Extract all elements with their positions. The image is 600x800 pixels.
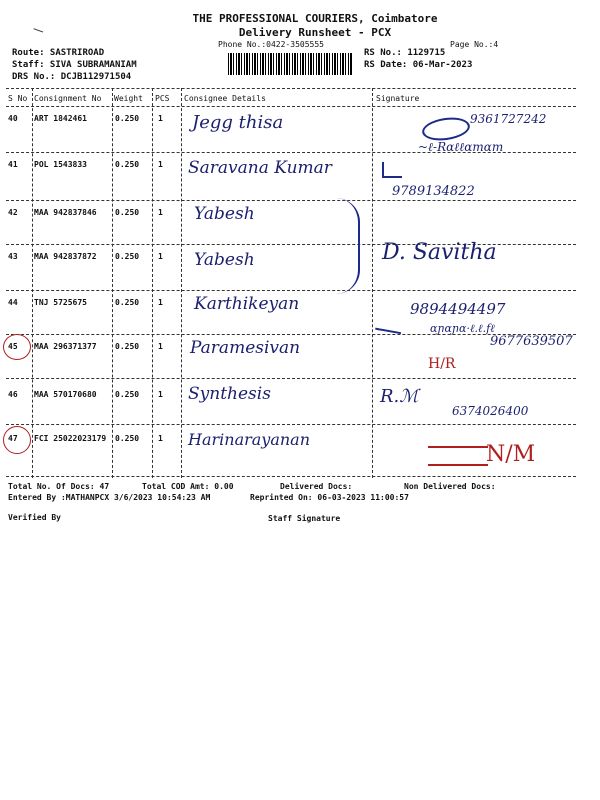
column-divider [181,88,182,478]
row-consignment: MAA 942837872 [34,252,97,261]
consignee-handwriting: Synthesis [188,384,271,404]
row-weight: 0.250 [115,114,140,123]
consignee-handwriting: Yabesh [194,250,255,270]
annotation-nm: N/M [486,442,536,467]
signature-handwriting: 9677639507 [490,334,573,349]
row-weight: 0.250 [115,390,140,399]
consignee-handwriting: Yabesh [194,204,255,224]
signature-handwriting: 9789134822 [392,184,475,199]
row-pcs: 1 [158,208,163,217]
column-divider [32,88,33,478]
signature-scribble [382,162,402,178]
page-number: Page No.:4 [450,40,499,49]
row-sno: 45 [8,342,18,351]
brace-scribble [336,198,360,294]
phone-number: Phone No.:0422-3505555 [218,40,324,49]
row-rule [6,424,576,425]
reprinted-on: Reprinted On: 06-03-2023 11:00:57 [250,493,409,502]
row-sno: 43 [8,252,18,261]
row-pcs: 1 [158,160,163,169]
verified-by: Verified By [8,513,61,522]
row-consignment: MAA 570170680 [34,390,97,399]
row-weight: 0.250 [115,208,140,217]
row-pcs: 1 [158,390,163,399]
row-sno: 44 [8,298,18,307]
col-pcs: PCS [155,94,170,103]
signature-handwriting: D. Savitha [382,240,497,265]
drs-number: DRS No.: DCJB112971504 [12,72,132,82]
rs-number: RS No.: 1129715 [364,48,446,58]
row-pcs: 1 [158,114,163,123]
row-weight: 0.250 [115,160,140,169]
row-pcs: 1 [158,298,163,307]
row-pcs: 1 [158,252,163,261]
signature-scribble [421,115,472,143]
signature-handwriting: 6374026400 [452,404,529,418]
delivered-docs: Delivered Docs: [280,482,353,491]
signature-handwriting: 9894494497 [410,300,506,318]
row-weight: 0.250 [115,252,140,261]
row-sno: 46 [8,390,18,399]
row-sno: 47 [8,434,18,443]
consignee-handwriting: Saravana Kumar [188,158,332,178]
row-pcs: 1 [158,434,163,443]
staff-label: Staff: SIVA SUBRAMANIAM [12,60,137,70]
strikeout-mark [428,446,488,466]
consignee-handwriting: Karthikeyan [194,294,300,314]
signature-scribble: R.ℳ [380,386,419,407]
pen-mark [33,24,44,32]
col-sno: S No [8,94,28,103]
col-weight: Weight [114,94,143,103]
signature-handwriting: 9361727242 [470,112,547,126]
column-divider [372,88,373,478]
table-top-rule [6,88,576,89]
route-label: Route: SASTRIROAD [12,48,105,58]
barcode-image [228,53,352,75]
row-rule [6,152,576,153]
row-sno: 42 [8,208,18,217]
row-consignment: FCI 25022023179 [34,434,107,443]
consignee-handwriting: Jegg thisa [192,112,284,133]
header-rule [6,106,576,107]
col-consignment: Consignment No [34,94,102,103]
row-rule [6,378,576,379]
row-sno: 41 [8,160,18,169]
consignee-handwriting: Paramesivan [190,338,301,358]
row-consignment: ART 1842461 [34,114,87,123]
row-consignment: MAA 296371377 [34,342,97,351]
col-consignee: Consignee Details [184,94,266,103]
document-title: Delivery Runsheet - PCX [238,26,392,39]
annotation-hr: H/R [428,356,456,372]
row-sno: 40 [8,114,18,123]
row-rule [6,290,576,291]
total-docs: Total No. Of Docs: 47 [8,482,110,491]
table-bottom-rule [6,476,576,477]
arrow-scribble [375,318,403,334]
column-divider [112,88,113,478]
staff-signature: Staff Signature [268,514,341,523]
entered-by: Entered By :MATHANPCX 3/6/2023 10:54:23 AM [8,493,211,502]
rs-date: RS Date: 06-Mar-2023 [364,60,473,70]
signature-scribble: ~ℓ-Rɑℓℓɑmɑm [418,140,504,154]
row-weight: 0.250 [115,298,140,307]
row-consignment: MAA 942837846 [34,208,97,217]
non-delivered-docs: Non Delivered Docs: [404,482,496,491]
col-signature: Signature [376,94,420,103]
consignee-handwriting: Harinarayanan [188,430,311,449]
row-rule [6,200,576,201]
signature-scribble: ɑɲɑɲɑ·ℓ.ℓ.fℓ [430,322,495,335]
total-cod: Total COD Amt: 0.00 [142,482,234,491]
row-consignment: POL 1543833 [34,160,87,169]
company-title: THE PROFESSIONAL COURIERS, Coimbatore [192,12,438,25]
row-weight: 0.250 [115,342,140,351]
row-weight: 0.250 [115,434,140,443]
row-pcs: 1 [158,342,163,351]
row-consignment: TNJ 5725675 [34,298,87,307]
column-divider [152,88,153,478]
